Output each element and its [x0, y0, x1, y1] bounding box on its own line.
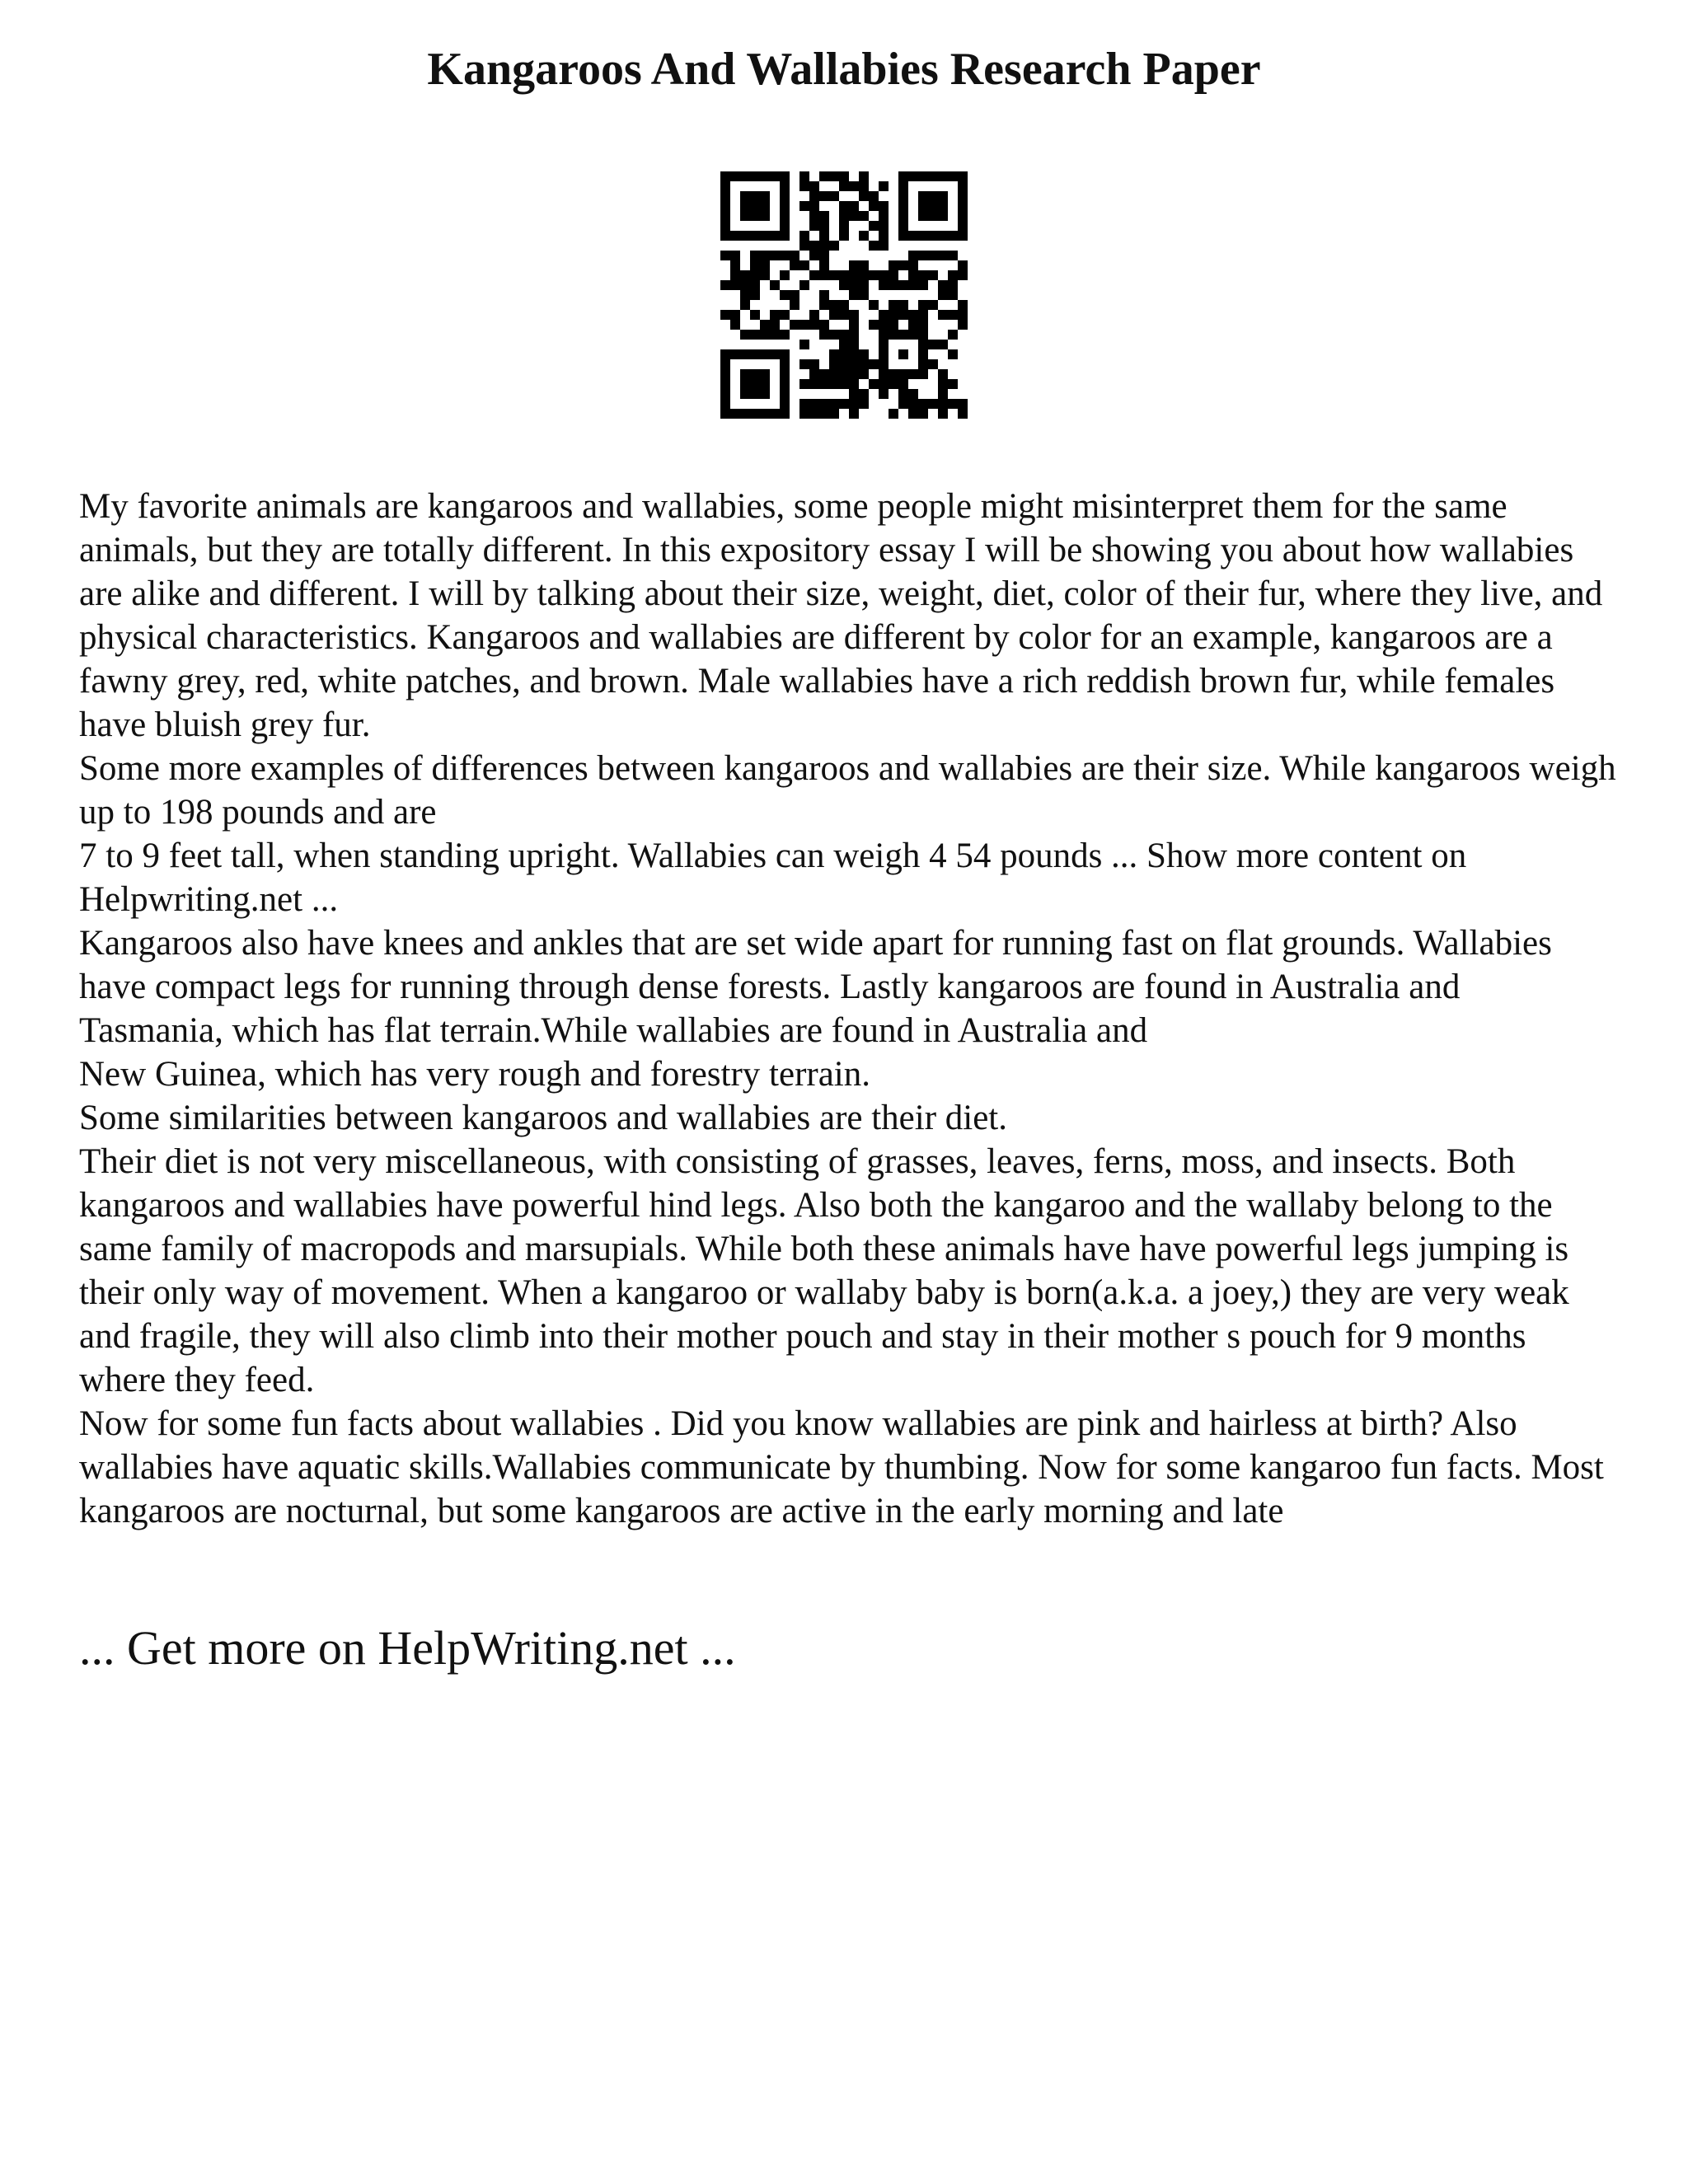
qr-code-icon [720, 171, 968, 419]
paragraph: My favorite animals are kangaroos and wallabies, some people might misinterpret them for the same animals, but they are totally different. In this expository essay I will be showing you about how wallabies are alike and different. I will by talking about their size, weight, diet, color of their fur, where they live, and physical characteristics. Kangaroos and wallabies are different by color for an example, kangaroos are a fawny grey, red, white patches, and brown. Male wallabies have a rich reddish brown fur, while females have bluish grey fur. [79, 487, 1603, 744]
paragraph: Kangaroos also have knees and ankles that are set wide apart for running fast on flat grounds. Wallabies have compact legs for running through dense forests. Lastly kangaroos are found in Australia and Tasmania, which has flat terrain.While wallabies are found in Australia and New Guinea, which has very rough and forestry terrain. [79, 924, 1552, 1094]
paragraph: Some similarities between kangaroos and wallabies are their diet. Their diet is not very miscellaneous, with consisting of grasses, leaves, ferns, moss, and insects. Both kangaroos and wallabies have powerful hind legs. Also both the kangaroo and the wallaby belong to the same family of macropods and marsupials. While both these animals have have powerful legs jumping is their only way of movement. When a kangaroo or wallaby baby is born(a.k.a. a joey,) they are very weak and fragile, they will also climb into their mother pouch and stay in their mother s pouch for 9 months where they feed. [79, 1099, 1569, 1399]
get-more-link[interactable]: ... Get more on HelpWriting.net ... [79, 1621, 736, 1675]
page-title: Kangaroos And Wallabies Research Paper [427, 44, 1261, 95]
paragraph: Now for some fun facts about wallabies . Did you know wallabies are pink and hairless at birth? Also wallabies have aquatic skills.Wallabies communicate by thumbing. Now for some kangaroo fun facts. Most kangaroos are nocturnal, but some kangaroos are active in the early morning and late [79, 1404, 1604, 1530]
essay-body [79, 485, 1620, 1533]
paragraph: Some more examples of differences between kangaroos and wallabies are their size. While kangaroos weigh up to 198 pounds and are 7 to 9 feet tall, when standing upright. Wallabies can weigh 4 54 pounds ... Show more content on Helpwriting.net ... [79, 749, 1616, 919]
